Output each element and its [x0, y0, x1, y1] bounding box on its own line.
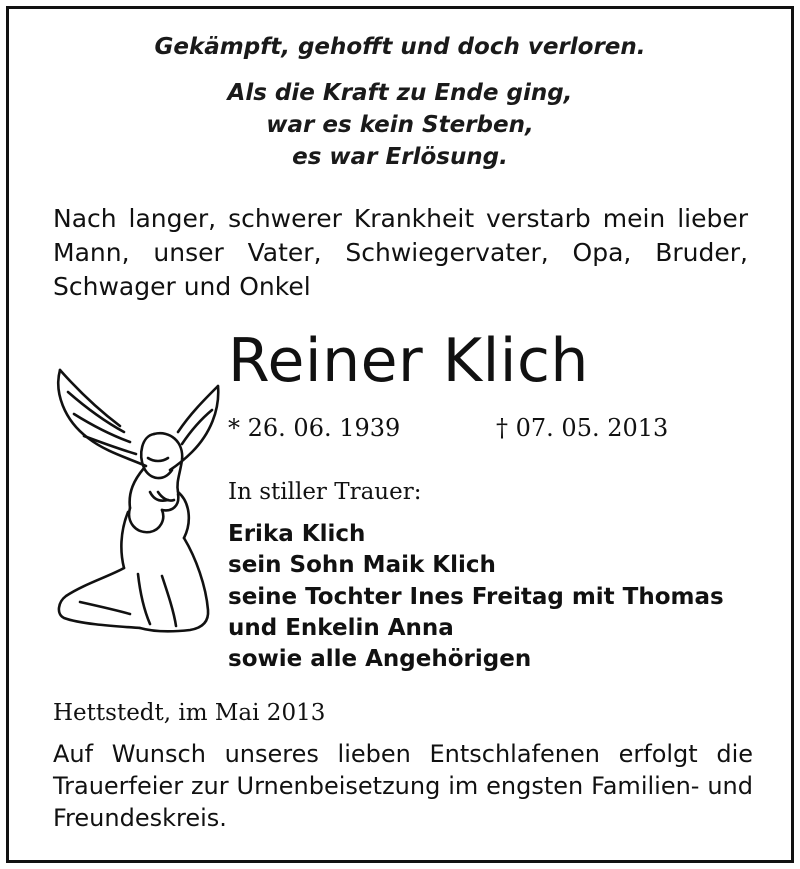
intro-text: Nach langer, schwerer Krankheit verstarb mein lieber Mann, unser Vater, Schwiegervater, Opa, Bruder, Schwager und Onkel: [53, 204, 748, 301]
place-and-date: Hettstedt, im Mai 2013: [53, 700, 326, 726]
mourner-4: und Enkelin Anna: [228, 615, 454, 641]
final-note: Auf Wunsch unseres lieben Entschlafenen erfolgt die Trauerfeier zur Urnenbeisetzung im engsten Familien- und Freundeskreis.: [53, 740, 753, 832]
death-date: † 07. 05. 2013: [496, 414, 669, 442]
mourning-label: In stiller Trauer:: [228, 479, 422, 505]
birth-date: * 26. 06. 1939: [228, 414, 401, 442]
motto-line-2: Als die Kraft zu Ende ging,: [227, 80, 573, 106]
mourner-5: sowie alle Angehörigen: [228, 646, 532, 672]
mourner-1: Erika Klich: [228, 521, 366, 547]
praying-angel-icon: [50, 362, 220, 642]
mourner-3: seine Tochter Ines Freitag mit Thomas: [228, 584, 724, 610]
motto-line-4: es war Erlösung.: [292, 144, 508, 170]
deceased-name: Reiner Klich: [228, 326, 589, 396]
motto-line-3: war es kein Sterben,: [266, 112, 534, 138]
mourner-2: sein Sohn Maik Klich: [228, 552, 496, 578]
motto-line-1: Gekämpft, gehofft und doch verloren.: [154, 34, 646, 60]
